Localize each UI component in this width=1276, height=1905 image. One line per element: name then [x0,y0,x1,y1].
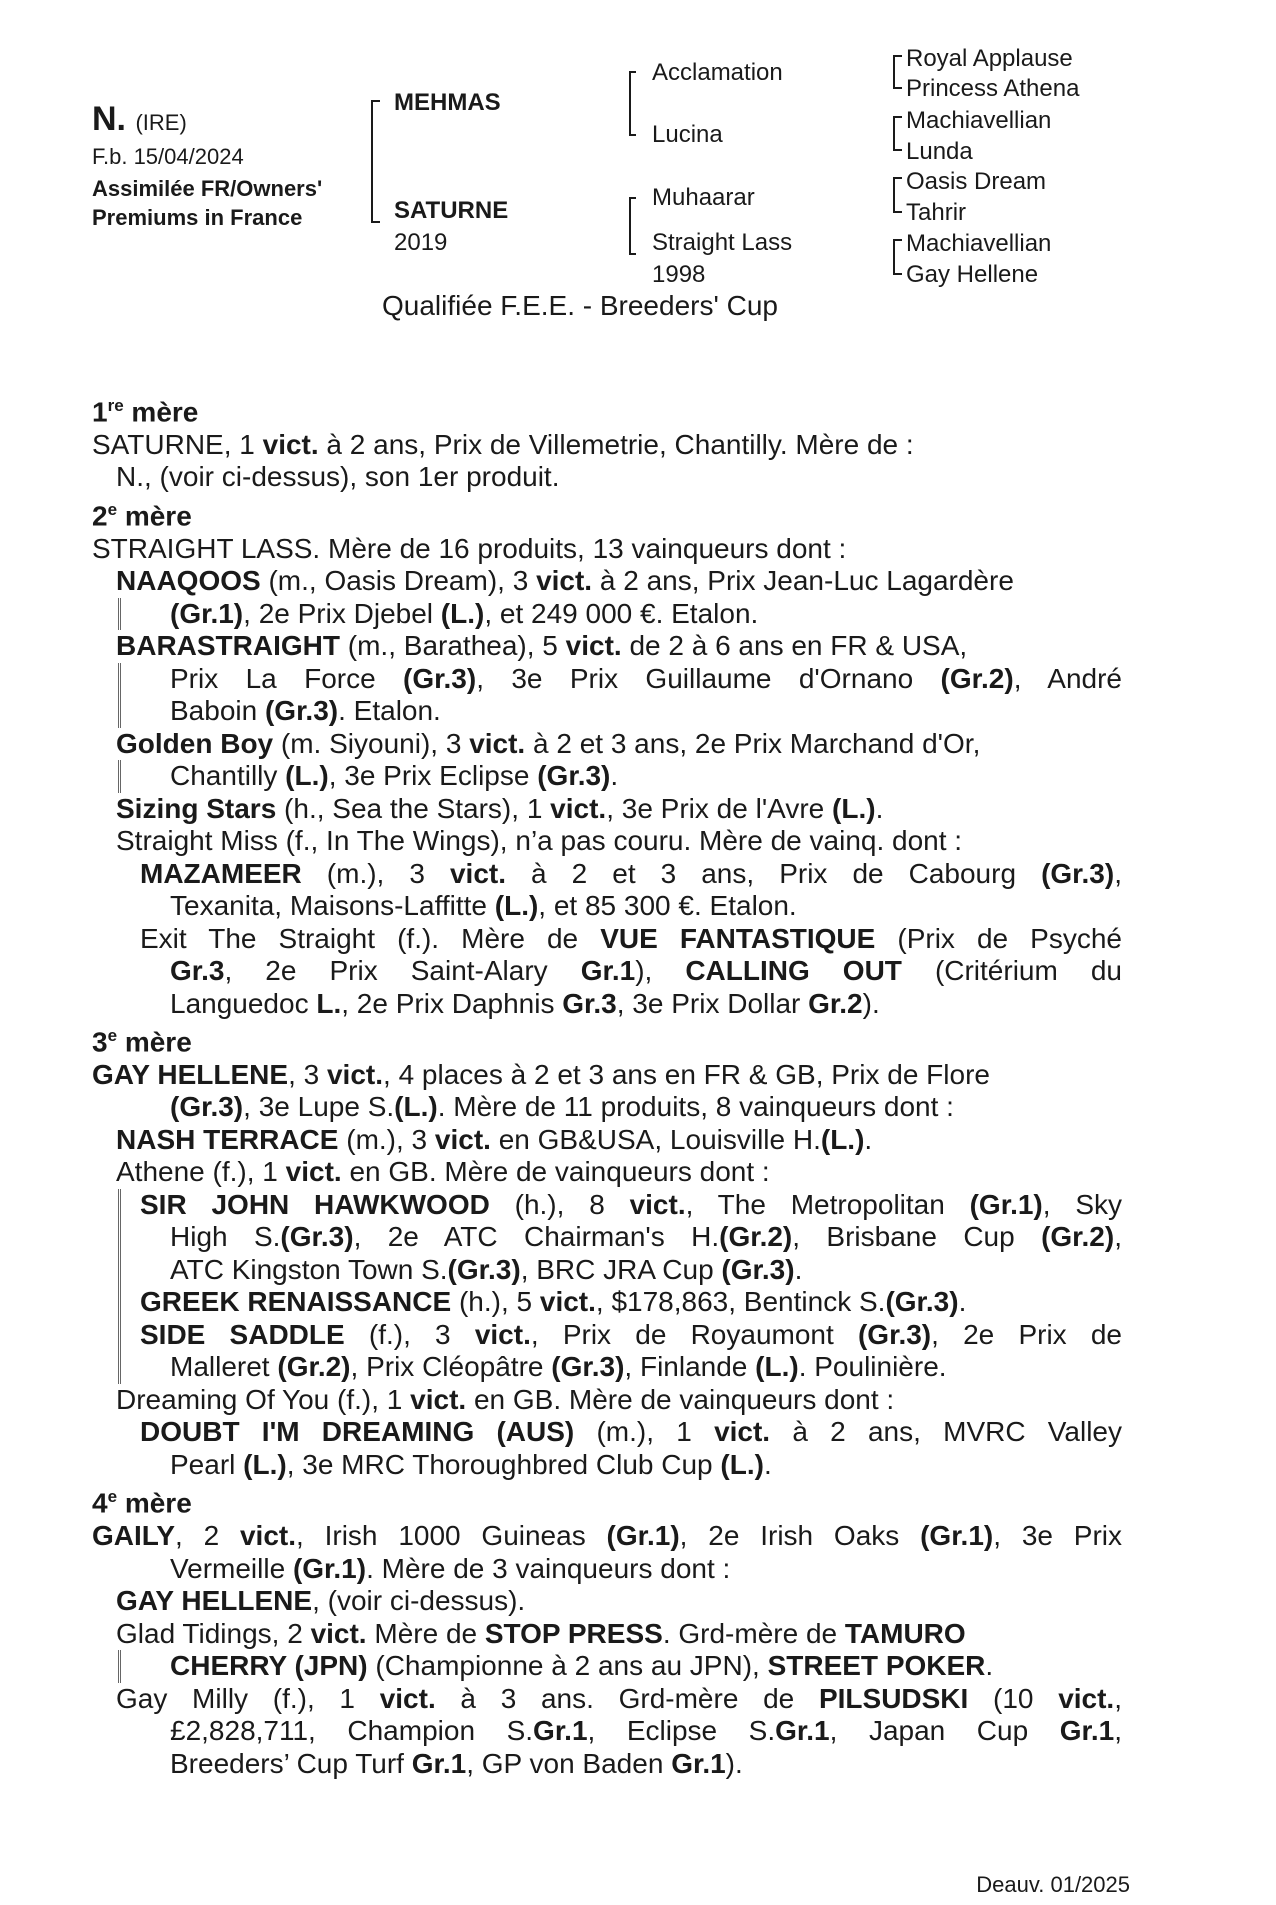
ggp-3: Machiavellian [906,107,1052,134]
s2-mazameer-cont: Texanita, Maisons-Laffitte (L.), et 85 300 €. Etalon. [170,890,797,922]
sire-dam: Lucina [652,121,723,148]
s2-barastraight-cont: Prix La Force (Gr.3), 3e Prix Guillaume d'Ornano (Gr.2), André Baboin (Gr.3). Etalon. [118,663,1122,728]
s3-dam-cont: (Gr.3), 3e Lupe S.(L.). Mère de 11 produits, 8 vainqueurs dont : [170,1091,954,1123]
dam: SATURNE [394,197,509,224]
s3-doubt-im-dreaming: DOUBT I'M DREAMING (AUS) (m.), 1 vict. à 2 ans, MVRC Valley [140,1416,1122,1448]
ggp-2: Princess Athena [906,75,1080,102]
s3-nash-terrace: NASH TERRACE (m.), 3 vict. en GB&USA, Louisville H.(L.). [116,1123,873,1155]
dam-year: 2019 [394,229,448,256]
s2-mazameer: MAZAMEER (m.), 3 vict. à 2 et 3 ans, Prix de Cabourg (Gr.3), [140,857,1122,889]
s2-exit-cont: Gr.3, 2e Prix Saint-Alary Gr.1), CALLING OUT (Critérium du Languedoc L., 2e Prix Daphnis Gr.3, 3e Prix Dollar Gr.2). [170,955,1122,1019]
sire: MEHMAS [394,89,501,116]
s4-dam: GAILY, 2 vict., Irish 1000 Guineas (Gr.1), 2e Irish Oaks (Gr.1), 3e Prix [92,1520,1123,1552]
program-line-1: Assimilée FR/Owners' [92,176,323,201]
s2-straight-miss: Straight Miss (f., In The Wings), n’a pas couru. Mère de vainq. dont : [116,825,963,857]
s3-dreaming-of-you: Dreaming Of You (f.), 1 vict. en GB. Mère de vainqueurs dont : [116,1383,895,1415]
ggp-6: Tahrir [906,199,967,226]
s2-naaqoos-cont: (Gr.1), 2e Prix Djebel (L.), et 249 000 €. Etalon. [118,598,1122,631]
s4-glad-tidings-cont: CHERRY (JPN) (Championne à 2 ans au JPN), STREET POKER. [118,1650,1122,1683]
s1-dam: SATURNE, 1 vict. à 2 ans, Prix de Villemetrie, Chantilly. Mère de : [92,428,914,460]
ggp-1: Royal Applause [906,45,1073,72]
s4-glad-tidings: Glad Tidings, 2 vict. Mère de STOP PRESS. Grd-mère de TAMURO [116,1617,966,1649]
s2-naaqoos: NAAQOOS (m., Oasis Dream), 3 vict. à 2 ans, Prix Jean-Luc Lagardère [116,565,1014,597]
section-3-heading: 3e mère [92,1026,192,1058]
dam-dam: Straight Lass [652,229,793,256]
section-1-heading: 1re mère [92,396,199,428]
program-line-2: Premiums in France [92,205,303,230]
s3-dam: GAY HELLENE, 3 vict., 4 places à 2 et 3 ans en FR & GB, Prix de Flore [92,1058,990,1090]
s3-athene-produce: SIR JOHN HAWKWOOD (h.), 8 vict., The Metropolitan (Gr.1), Sky High S.(Gr.3), 2e ATC Chairman's H.(Gr.2), Brisbane Cup (Gr.2), ATC Kingston Town S.(Gr.3), BRC JRA Cup (Gr.3). GREEK RENAISSANCE (h.), 5 vict., $178,863, Bentinck S.(Gr.3). SIDE SADDLE (f.), 3 vict., Prix de Royaumont (Gr.3), 2e Prix de Malleret (Gr.2), Prix Cléopâtre (Gr.3), Finlande (L.). Poulinière. [118,1189,1122,1384]
s3-doubt-cont: Pearl (L.), 3e MRC Thoroughbred Club Cup (L.). [170,1448,772,1480]
female-family-text [92,390,1122,1780]
ggp-4: Lunda [906,138,973,165]
dam-sire: Muhaarar [652,184,755,211]
s4-gay-milly-cont: £2,828,711, Champion S.Gr.1, Eclipse S.Gr.1, Japan Cup Gr.1, Breeders’ Cup Turf Gr.1, GP von Baden Gr.1). [170,1715,1122,1779]
ggp-7: Machiavellian [906,230,1052,257]
s2-sizing-stars: Sizing Stars (h., Sea the Stars), 1 vict., 3e Prix de l'Avre (L.). [116,792,884,824]
ggp-5: Oasis Dream [906,168,1047,195]
section-4-heading: 4e mère [92,1487,192,1519]
horse-name-text: N. [92,100,126,138]
s2-barastraight: BARASTRAIGHT (m., Barathea), 5 vict. de 2 à 6 ans en FR & USA, [116,630,968,662]
dam-dam-year: 1998 [652,261,706,288]
ggp-8: Gay Hellene [906,261,1039,288]
horse-details: F.b. 15/04/2024 [92,144,244,169]
horse-country: (IRE) [135,110,187,135]
s3-athene: Athene (f.), 1 vict. en GB. Mère de vainqueurs dont : [116,1156,770,1188]
section-2-heading: 2e mère [92,499,192,532]
s1-produce: N., (voir ci-dessus), son 1er produit. [116,461,560,493]
s2-golden-boy: Golden Boy (m. Siyouni), 3 vict. à 2 et 3 ans, 2e Prix Marchand d'Or, [116,727,981,759]
s4-gay-milly: Gay Milly (f.), 1 vict. à 3 ans. Grd-mère de PILSUDSKI (10 vict., [116,1682,1122,1714]
s4-gay-hellene: GAY HELLENE, (voir ci-dessus). [116,1585,526,1617]
s4-dam-cont: Vermeille (Gr.1). Mère de 3 vainqueurs dont : [170,1552,731,1584]
s2-exit-the-straight: Exit The Straight (f.). Mère de VUE FANTASTIQUE (Prix de Psyché [140,922,1122,954]
s2-dam: STRAIGHT LASS. Mère de 16 produits, 13 vainqueurs dont : [92,532,847,564]
qualification: Qualifiée F.E.E. - Breeders' Cup [382,290,778,321]
sire-sire: Acclamation [652,59,783,86]
s2-golden-boy-cont: Chantilly (L.), 3e Prix Eclipse (Gr.3). [118,760,1122,793]
pedigree-brackets [0,0,1276,330]
footer-code: Deauv. 01/2025 [976,1872,1130,1897]
